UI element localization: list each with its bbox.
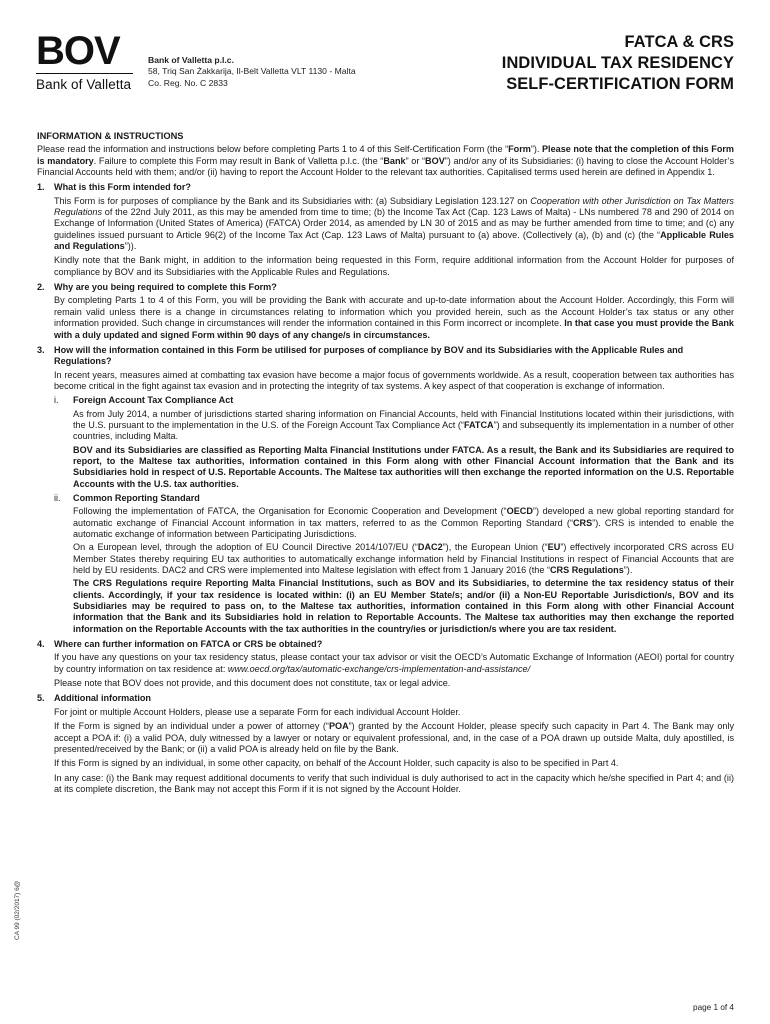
oecd-link[interactable]: www.oecd.org/tax/automatic-exchange/crs-implementation-and-assistance/ [227, 663, 531, 674]
section-5-paragraph: For joint or multiple Account Holders, please use a separate Form for each individual Account Holder. [54, 706, 461, 717]
subsection-fatca [54, 395, 734, 490]
form-title [502, 32, 734, 95]
subsection-heading: ii. Common Reporting Standard [54, 492, 200, 503]
fatca-paragraph: As from July 2014, a number of jurisdictions started sharing information on Financial Accounts, held with Financial Institutions located within their jurisdictions, with the U.S. pursuant to the implementation in the U.S. of the Foreign Account Tax Compliance Act (“FATCA”) and subsequently its implementation in a number of other countries, including Malta. [73, 408, 734, 442]
section-5-paragraph: In any case: (i) the Bank may request additional documents to verify that such individual is duly authorised to act in the capacity which he/she specified in Part 4; and (ii) at its complete discretion, the Bank may not accept this Form if it is not signed by the Account Holder. [54, 772, 734, 794]
instructions-heading: INFORMATION & INSTRUCTIONS [37, 131, 184, 141]
section-4-paragraph: If you have any questions on your tax residency status, please contact your tax advisor or visit the OECD’s Automatic Exchange of Information (AEOI) portal for country by country information on tax residence at: www.oecd.org/tax/automatic-exchange/crs-implementation-and-assistance/ [54, 652, 734, 674]
section-heading: 1. What is this Form intended for? [37, 182, 191, 193]
crs-paragraph: The CRS Regulations require Reporting Malta Financial Institutions, such as BOV and its Subsidiaries, to determine the tax residency status of their clients. Accordingly, if your tax residence is located within: (i) an EU Member State/s; and/or (ii) a Non-EU Reportable Jurisdiction/s, BOV and its Subsidiaries may be required to pass on, to the Maltese tax authorities, information contained in this Form along with other Financial Account information that the Bank and its Subsidiaries hold in relation to Reportable Accounts. The Maltese tax authorities may then exchange the reported information on the Reportable Accounts with the tax authorities in the country/ies or jurisdiction/s where you are tax resident. [73, 578, 734, 634]
subsection-heading: i. Foreign Account Tax Compliance Act [54, 395, 234, 406]
bank-reg: Co. Reg. No. C 2833 [148, 77, 228, 88]
section-3-paragraph: In recent years, measures aimed at combatting tax evasion have become a major focus of governments worldwide. As a result, cooperation between tax authorities has become critical in the fight against tax evasion and in protecting the integrity of tax systems. A key aspect of that cooperation is exchange of information. [54, 369, 734, 391]
instructions-content [37, 131, 734, 795]
crs-paragraph: Following the implementation of FATCA, the Organisation for Economic Cooperation and Development (“OECD”) developed a new global reporting standard for automatic exchange of Financial Account information in tax matters, referred to as the Common Reporting Standard (“CRS”). CRS is intended to enable the automatic exchange of information between Participating Jurisdictions. [73, 506, 734, 539]
section-2-paragraph: By completing Parts 1 to 4 of this Form, you will be providing the Bank with accurate and up-to-date information about the Account Holder. Accordingly, this Form will remain valid unless there is a change in circumstances relating to information which you provided herein, such as the Account Holder’s tax status or any other information provided. Such change in circumstances will render the information contained in this Form incorrect or incomplete. In that case you must provide the Bank with a duly updated and signed Form within 90 days of any change/s in circumstances. [54, 295, 734, 340]
section-3 [37, 345, 734, 635]
section-heading: 5. Additional information [37, 693, 151, 704]
section-4 [37, 639, 734, 689]
section-heading: 2. Why are you being required to complete this Form? [37, 282, 277, 293]
bank-address: 58, Triq San Żakkarija, Il-Belt Valletta VLT 1130 - Malta [148, 66, 356, 77]
logo-mark: BOV [36, 29, 120, 73]
fatca-paragraph: BOV and its Subsidiaries are classified as Reporting Malta Financial Institutions under FATCA. As a result, the Bank and its Subsidiaries are required to report, to the Maltese tax authorities, information contained in this Form along with other Financial Account information that the Bank and its Subsidiaries hold in respect of U.S. Reportable Accounts. The Maltese tax authorities will then exchange the reported information on the U.S. Reportable Accounts with the U.S. tax authorities. [73, 444, 734, 489]
intro-paragraph: Please read the information and instructions below before completing Parts 1 to 4 of this Self-Certification Form (the “Form”). Please note that the completion of this Form is mandatory. Failure to complete this Form may result in Bank of Valletta p.l.c. (the “Bank” or “BOV”) and/or any of its Subsidiaries: (i) having to close the Account Holder’s Financial Accounts held with them; and/or (ii) having to report the Account Holder to the relevant tax authorities. Capitalised terms used herein are defined in Appendix 1. [37, 144, 734, 178]
section-4-paragraph: Please note that BOV does not provide, and this document does not constitute, tax or legal advice. [54, 678, 451, 689]
section-heading: 4. Where can further information on FATCA or CRS be obtained? [37, 639, 323, 650]
page-number: page 1 of 4 [693, 1003, 734, 1012]
logo-name: Bank of Valletta [36, 77, 132, 92]
section-5 [37, 693, 734, 795]
form-code: CA 99 (02/2017) 6@ [14, 880, 21, 940]
section-5-paragraph: If the Form is signed by an individual under a power of attorney (“POA”) granted by the Account Holder, please specify such capacity in Part 4. The Bank may only accept a POA if: (i) a valid POA, duly witnessed by a lawyer or notary or equivalent professional, and, in the case of a POA drawn up outside Malta, duly apostilled, is presented/received by the Bank; or (ii) a valid POA is already held on file by the Bank. [54, 721, 734, 754]
bov-logo [36, 31, 136, 92]
section-5-paragraph: If this Form is signed by an individual, in some other capacity, on behalf of the Account Holder, such capacity is also to be specified in Part 4. [54, 758, 619, 769]
crs-paragraph: On a European level, through the adoption of EU Council Directive 2014/107/EU (“DAC2”), the European Union (“EU”) effectively incorporated CRS across EU Member States thereby requiring EU tax authorities to automatically exchange information held by Financial Institutions in respect of Financial Accounts that are held by EU residents. DAC2 and CRS were implemented into Maltese legislation with effect from 1 January 2016 (the “CRS Regulations”). [73, 542, 734, 576]
bank-info [148, 55, 356, 89]
subsection-crs [54, 493, 734, 635]
section-1 [37, 182, 734, 278]
section-heading: 3. How will the information contained in this Form be utilised for purposes of compliance by BOV and its Subsidiaries with the Applicable Rules and Regulations? [37, 344, 684, 367]
section-1-paragraph: This Form is for purposes of compliance by the Bank and its Subsidiaries with: (a) Subsidiary Legislation 123.127 on Cooperation with other Jurisdiction on Tax Matters Regulations of the 22nd July 2011, as this may be amended from time to time; (b) the Income Tax Act (Cap. 123 Laws of Malta) - LNs numbered 78 and 290 of 2014 on Exchange of Information (United States of America) (FATCA) Order 2014, as amended by LN 30 of 2015 and as may be further amended from time to time; and (c) any guidelines issued pursuant to Article 96(2) of the Income Tax Act (Cap. 123 Laws of Malta) pursuant to (a) above. (Collectively (a), (b) and (c) (the “Applicable Rules and Regulations”)). [54, 195, 734, 252]
form-title-line: INDIVIDUAL TAX RESIDENCY [501, 54, 734, 72]
section-1-paragraph: Kindly note that the Bank might, in addition to the information being requested in this Form, require additional information from the Account Holder for purposes of compliance by BOV and its Subsidiaries with the Applicable Rules and Regulations. [54, 255, 734, 277]
section-2 [37, 282, 734, 341]
form-title-line: FATCA & CRS [624, 33, 734, 51]
logo-divider [36, 73, 133, 74]
bank-name: Bank of Valletta p.l.c. [148, 55, 234, 65]
form-title-line: SELF-CERTIFICATION FORM [506, 75, 734, 93]
